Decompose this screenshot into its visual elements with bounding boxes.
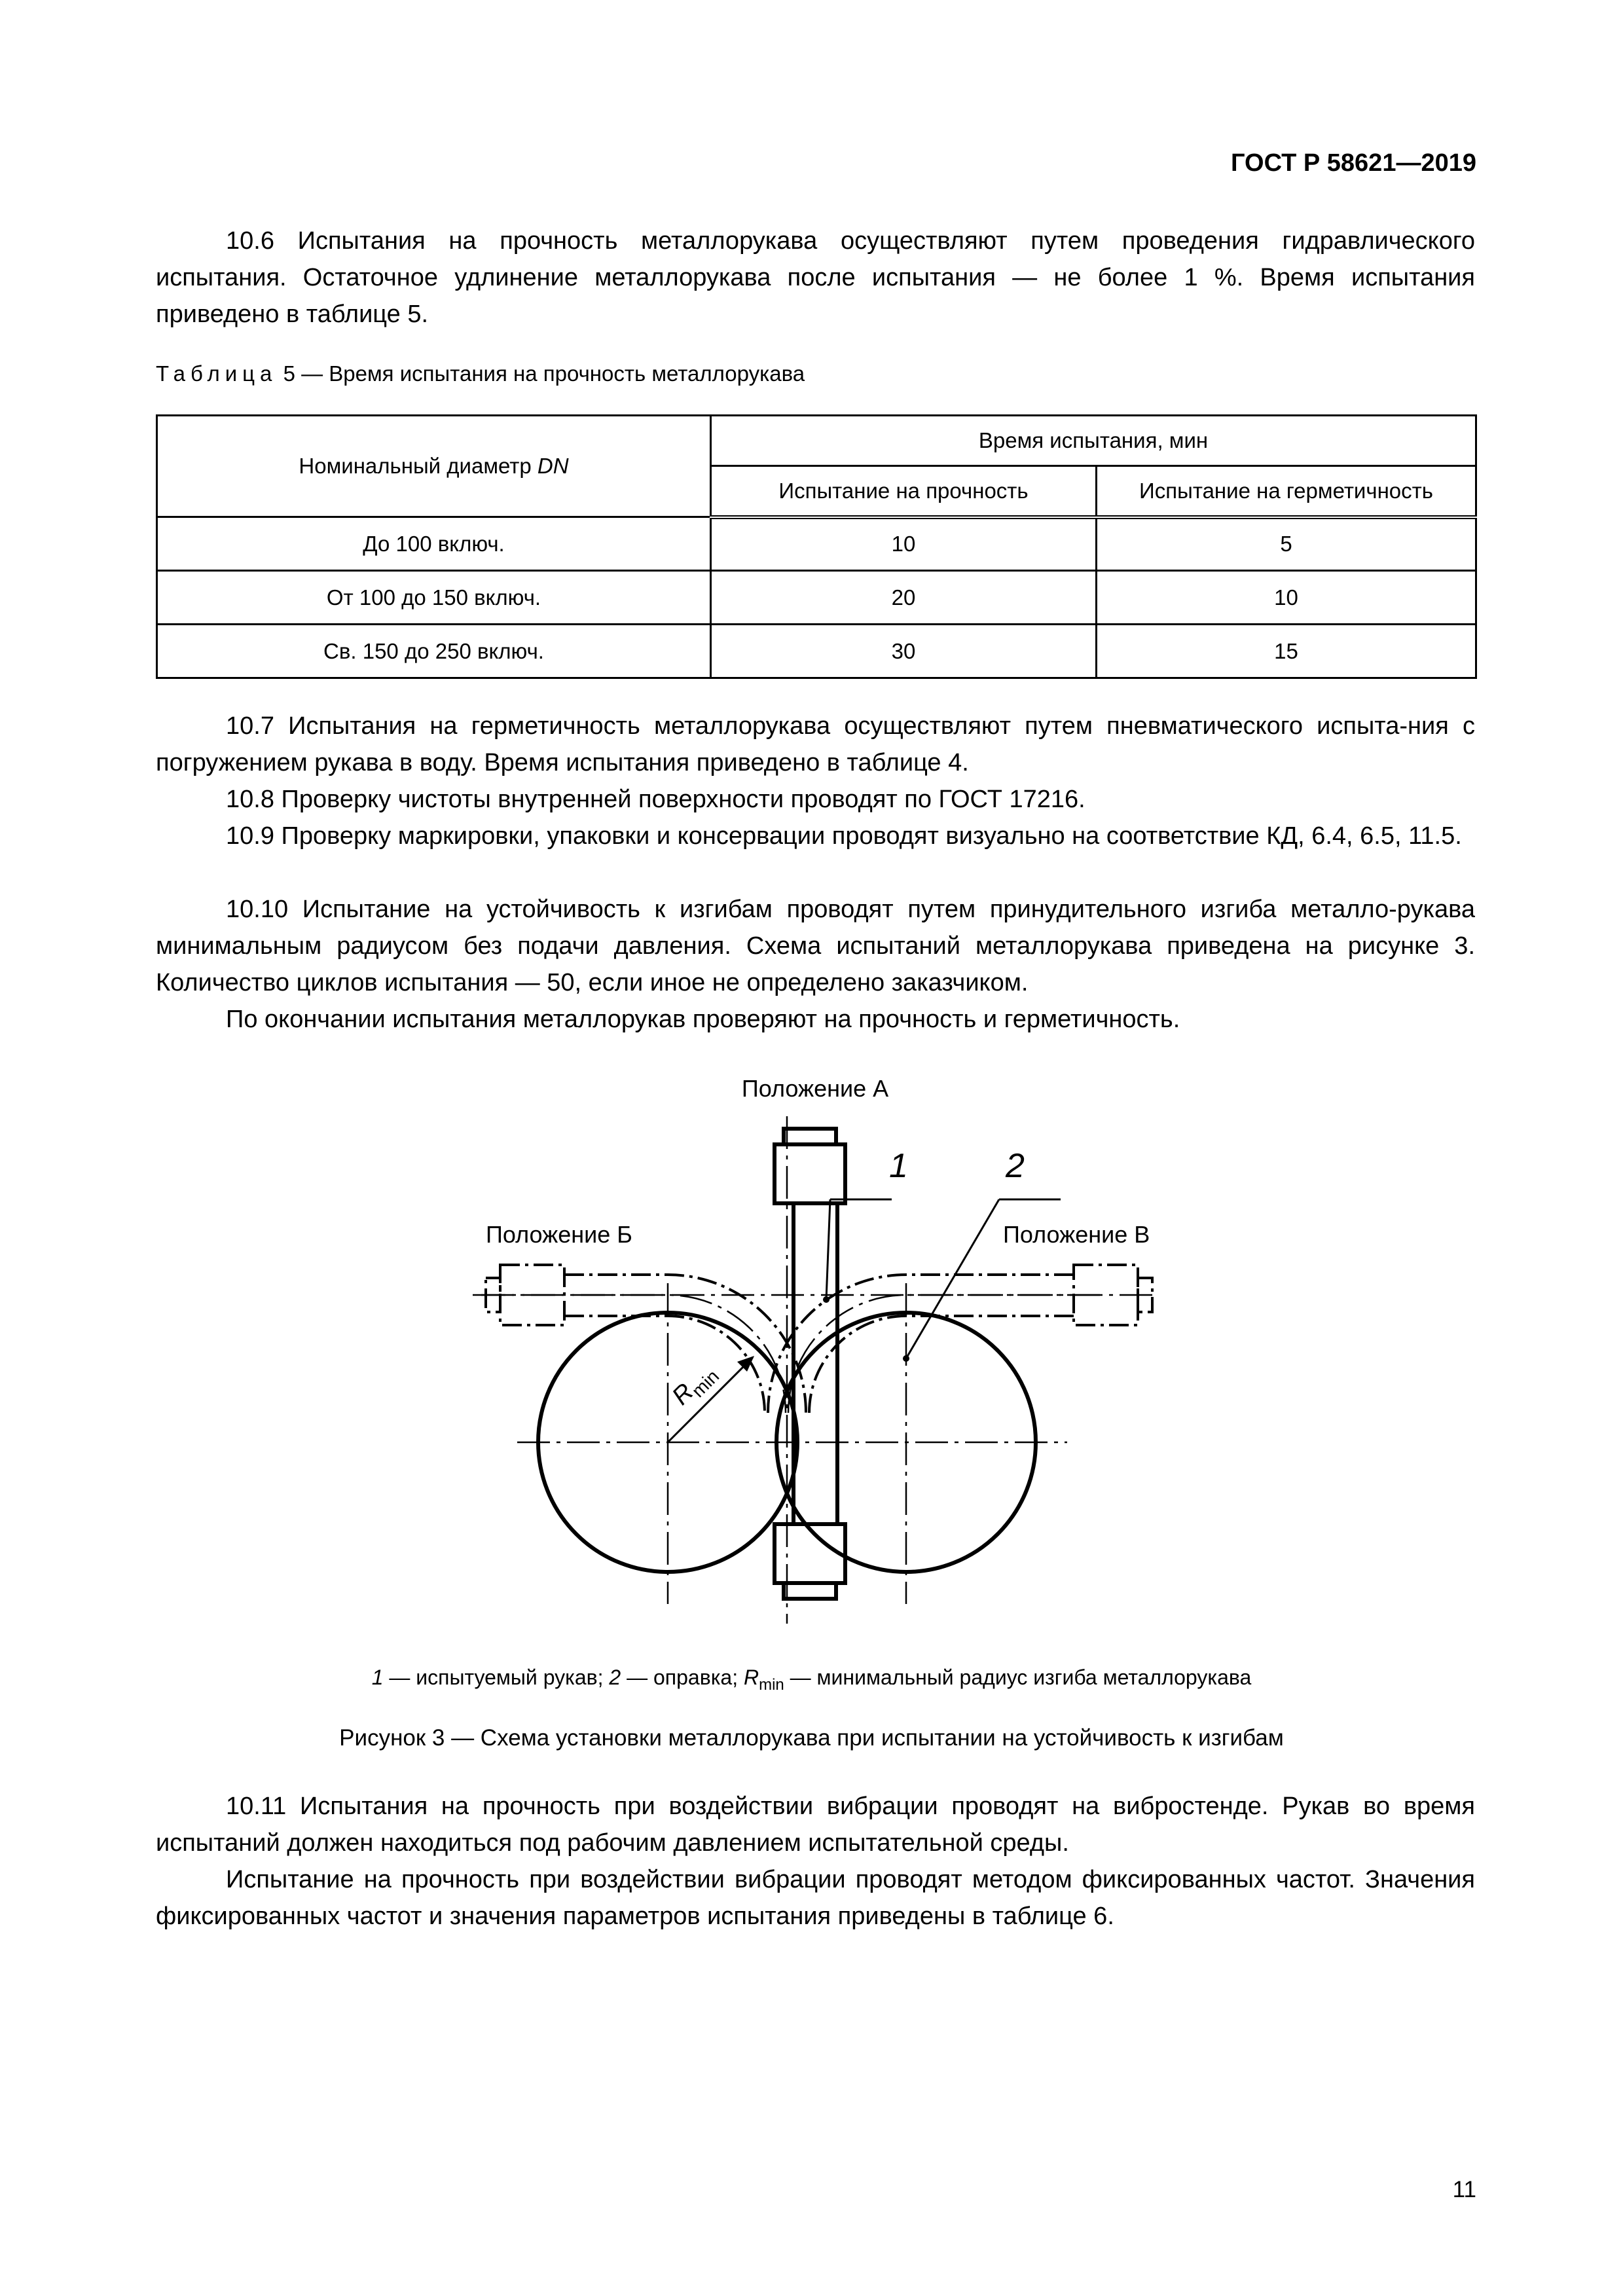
paragraph-10-9: 10.9 Проверку маркировки, упаковки и консервации проводят визуально на соответствие КД, 6.4, 6.5, 11.5. bbox=[226, 822, 1462, 850]
table-header-strength: Испытание на прочность bbox=[711, 466, 1097, 517]
table-cell-tightness: 5 bbox=[1097, 517, 1476, 571]
table-cell-strength: 20 bbox=[711, 571, 1097, 625]
table-5 bbox=[156, 414, 1477, 679]
table-header-diameter: Номинальный диаметр DN bbox=[157, 416, 711, 517]
paragraph-10-10-b: По окончании испытания металлорукав проверяют на прочность и герметичность. bbox=[226, 1006, 1180, 1033]
table-cell-tightness: 10 bbox=[1097, 571, 1476, 625]
table-cell-diameter: Св. 150 до 250 включ. bbox=[157, 625, 711, 678]
svg-text:min: min bbox=[687, 1366, 723, 1402]
label-position-v: Положение В bbox=[1003, 1221, 1150, 1248]
label-position-b: Положение Б bbox=[486, 1221, 632, 1248]
figure-3-legend: 1 — испытуемый рукав; 2 — оправка; $R_{min}$ — минимальный радиус изгиба металлорукава bbox=[371, 1666, 1252, 1694]
paragraph-10-11-b: Испытание на прочность при воздействии вибрации проводят методом фиксированных частот. Значения фиксированных частот и значения параметров испытания приведены в таблице 6. bbox=[156, 1866, 1475, 1930]
dn-symbol: DN bbox=[537, 454, 569, 478]
paragraph-10-7: 10.7 Испытания на герметичность металлорукава осуществляют путем пневматического испыта-ния с погружением рукава в воду. Время испытания приведено в таблице 4. bbox=[156, 712, 1475, 776]
figure-3-diagram bbox=[0, 1048, 1623, 1650]
table-row bbox=[157, 571, 1476, 625]
figure-3-caption: Рисунок 3 — Схема установки металлорукава при испытании на устойчивость к изгибам bbox=[339, 1725, 1284, 1751]
paragraph-10-10: 10.10 Испытание на устойчивость к изгибам проводят путем принудительного изгиба металло-рукава минимальным радиусом без подачи давления. Схема испытаний металлорукава приведена на рисунке 3. Количество циклов испытания — 50, если иное не определено заказчиком. bbox=[156, 896, 1475, 996]
page-number: 11 bbox=[1452, 2177, 1476, 2202]
label-position-a: Положение А bbox=[741, 1075, 889, 1102]
paragraph-10-11: 10.11 Испытания на прочность при воздействии вибрации проводят на вибростенде. Рукав во время испытаний должен находиться под рабочим давлением испытательной среды. bbox=[156, 1793, 1475, 1857]
callout-1: 1 bbox=[889, 1147, 908, 1185]
table-cell-strength: 30 bbox=[711, 625, 1097, 678]
table-row bbox=[157, 517, 1476, 571]
svg-text:R: R bbox=[666, 1378, 699, 1411]
table-caption-word: Таблица bbox=[156, 361, 278, 386]
callout-1-leader bbox=[826, 1199, 830, 1300]
radius-label bbox=[667, 1358, 723, 1414]
callout-2: 2 bbox=[1006, 1147, 1025, 1185]
table-row bbox=[157, 625, 1476, 678]
table-5-caption bbox=[156, 361, 805, 386]
table-header-tightness: Испытание на герметичность bbox=[1097, 466, 1476, 517]
table-header-time: Время испытания, мин bbox=[711, 416, 1476, 466]
table-cell-strength: 10 bbox=[711, 517, 1097, 571]
table-cell-diameter: От 100 до 150 включ. bbox=[157, 571, 711, 625]
table-cell-diameter: До 100 включ. bbox=[157, 517, 711, 571]
table-cell-tightness: 15 bbox=[1097, 625, 1476, 678]
paragraph-10-6: 10.6 Испытания на прочность металлорукава осуществляют путем проведения гидравлического испытания. Остаточное удлинение металлорукава после испытания — не более 1 %. Время испытания приведено в таблице 5. bbox=[156, 227, 1475, 328]
callout-2-leader bbox=[906, 1199, 999, 1358]
hose-position-b bbox=[486, 1265, 806, 1413]
table-caption-text: 5 — Время испытания на прочность металлорукава bbox=[283, 361, 805, 386]
paragraph-10-8: 10.8 Проверку чистоты внутренней поверхности проводят по ГОСТ 17216. bbox=[226, 786, 1085, 813]
standard-designation: ГОСТ Р 58621—2019 bbox=[1231, 149, 1476, 177]
